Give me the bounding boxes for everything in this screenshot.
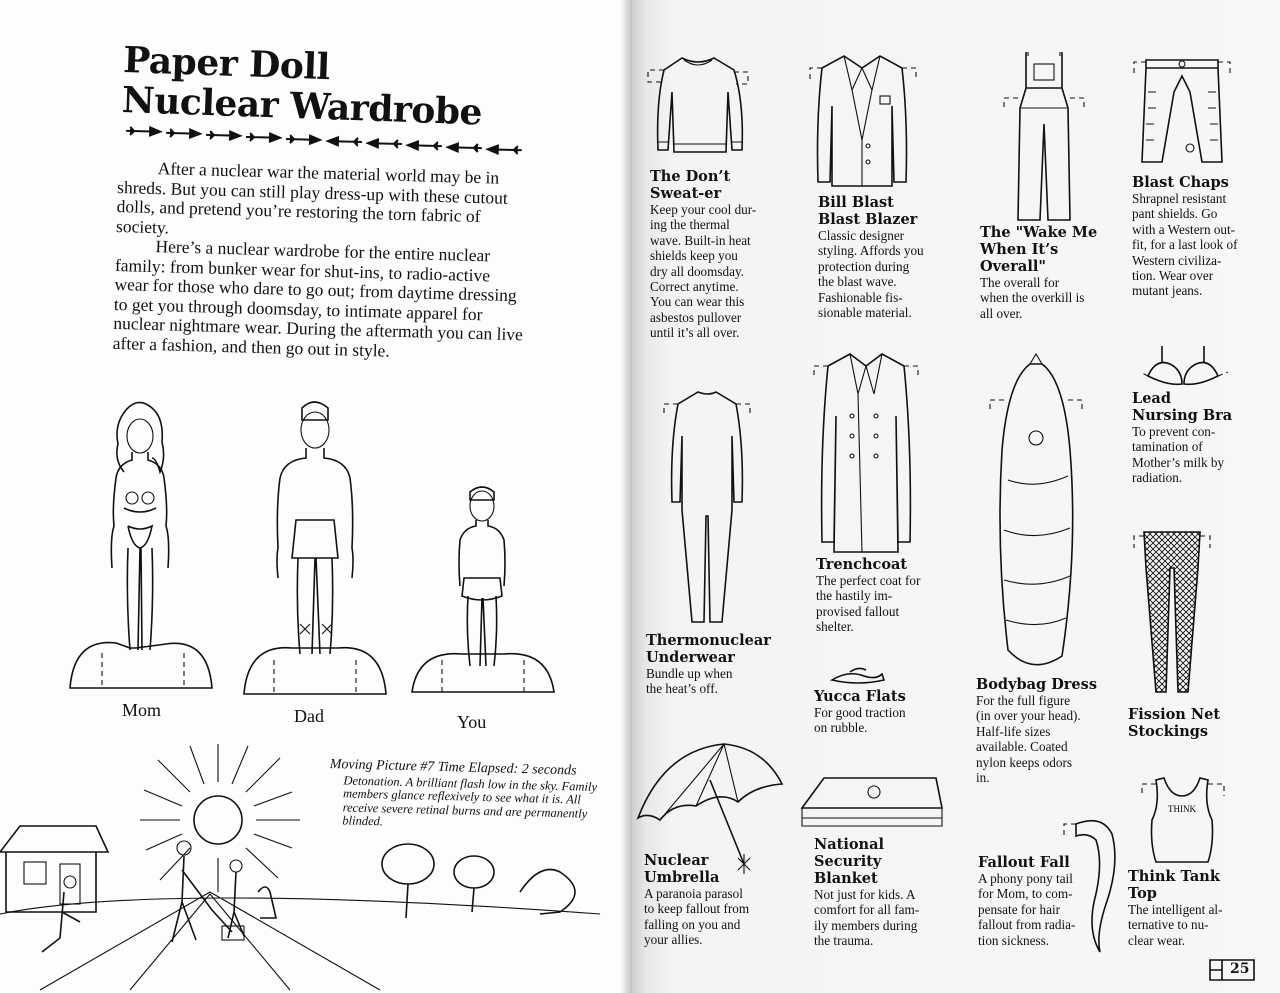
caption-heading: Moving Picture #7 Time Elapsed: 2 seconds	[329, 757, 577, 779]
trenchcoat-name: Trenchcoat	[816, 556, 908, 573]
trenchcoat-desc: The perfect coat for the hastily im- provised fallout shelter.	[816, 573, 921, 635]
sweater-desc: Keep your cool dur- ing the thermal wave. Built-in heat shields keep you dry all doomsday. Correct anytime. You can wear this asbestos pullover until it’s all over.	[650, 202, 757, 341]
tank-top-print: THINK	[1168, 804, 1196, 814]
underwear-illustration	[652, 386, 762, 630]
chaps-illustration	[1132, 52, 1232, 170]
stockings-item	[1128, 706, 1258, 740]
overall-name: The "Wake Me When It’s Overall"	[980, 224, 1098, 275]
left-page	[0, 0, 632, 993]
bra-illustration	[1140, 342, 1230, 392]
shoes-illustration	[828, 662, 888, 686]
thinktank-name: Think Tank Top	[1128, 868, 1220, 902]
dad-label: Dad	[294, 706, 324, 726]
underwear-item	[646, 632, 786, 697]
underwear-name: Thermonuclear Underwear	[646, 632, 771, 666]
dad-doll-figure	[240, 398, 390, 700]
umbrella-name: Nuclear Umbrella	[644, 852, 720, 886]
overall-item	[980, 224, 1120, 321]
blanket-illustration	[796, 774, 946, 830]
stockings-illustration	[1132, 528, 1212, 700]
sweater-name: The Don’t Sweat-er	[650, 168, 731, 202]
trenchcoat-illustration	[812, 346, 922, 556]
page-title	[121, 40, 484, 133]
yucca-name: Yucca Flats	[814, 688, 906, 705]
thinktank-desc: The intelligent al- ternative to nu- clear wear.	[1128, 902, 1223, 948]
caption-body: Detonation. A brilliant flash low in the sky. Family members glance reflexively to see what it is. All receive severe retinal burns and are permanently blinded.	[342, 772, 598, 829]
moving-picture-caption	[328, 758, 620, 835]
right-page	[632, 0, 1280, 993]
you-doll-figure	[408, 482, 558, 697]
blazer-illustration	[808, 50, 918, 190]
mom-doll-figure	[66, 398, 216, 693]
mom-label: Mom	[122, 700, 162, 720]
bodybag-desc: For the full figure (in over your head). Half-life sizes available. Coated nylon keeps odors in.	[976, 693, 1081, 786]
bra-name: Lead Nursing Bra	[1132, 390, 1233, 424]
sweater-item	[650, 168, 790, 341]
title-line-2: Nuclear Wardrobe	[121, 78, 483, 134]
blanket-name: National Security Blanket	[814, 836, 884, 887]
blazer-name: Bill Blast Blast Blazer	[818, 194, 918, 228]
page-number: 25	[1230, 961, 1250, 977]
intro-paragraph-2: Here’s a nuclear wardrobe for the entire nuclear family: from bunker wear for shut-ins, to radio-active wear for those who dare to go out; from daytime dressing to get you through doomsday, to intimate apparel for nuclear nightmare wear. During the aftermath you can live after a fashion, and then go out in style.	[112, 236, 524, 361]
blanket-item	[814, 836, 954, 949]
bodybag-item	[976, 676, 1116, 785]
bra-item	[1132, 390, 1262, 486]
umbrella-item	[644, 852, 794, 948]
chaps-name: Blast Chaps	[1132, 174, 1229, 191]
blanket-desc: Not just for kids. A comfort for all fam- ily members during the trauma.	[814, 887, 920, 949]
fallout-item	[978, 854, 1108, 948]
trenchcoat-item	[816, 556, 956, 635]
underwear-desc: Bundle up when the heat’s off.	[646, 666, 733, 697]
yucca-item	[814, 688, 954, 736]
umbrella-desc: A paranoia parasol to keep fallout from falling on you and your allies.	[644, 886, 750, 948]
fallout-desc: A phony pony tail for Mom, to com- pensate for hair fallout from radia- tion sickness.	[978, 871, 1076, 948]
chaps-desc: Shrapnel resistant pant shields. Go with a Western out- fit, for a last look of Western civiliza- tion. Wear over mutant jeans.	[1132, 191, 1238, 299]
intro-text	[113, 158, 530, 364]
overall-desc: The overall for when the overkill is all over.	[980, 275, 1085, 321]
bra-desc: To prevent con- tamination of Mother’s milk by radiation.	[1132, 424, 1225, 486]
you-label: You	[457, 712, 487, 732]
blazer-item	[818, 194, 958, 320]
fallout-name: Fallout Fall	[978, 854, 1070, 871]
title-line-1: Paper Doll	[122, 39, 331, 89]
tank-top-illustration	[1138, 774, 1228, 866]
sweater-illustration	[644, 52, 754, 164]
stockings-name: Fission Net Stockings	[1128, 706, 1221, 740]
thinktank-item	[1128, 868, 1258, 948]
chaps-item	[1132, 174, 1262, 299]
bodybag-name: Bodybag Dress	[976, 676, 1097, 693]
blazer-desc: Classic designer styling. Affords you protection during the blast wave. Fashionable fis- sionable material.	[818, 228, 924, 321]
bodybag-illustration	[982, 350, 1092, 676]
yucca-desc: For good traction on rubble.	[814, 705, 906, 736]
overall-illustration	[1000, 48, 1090, 224]
intro-paragraph-1: After a nuclear war the material world may be in shreds. But you can still play dress-up with these cutout dolls, and pretend you’re restoring the torn fabric of society.	[115, 158, 509, 237]
page-number-tab	[1208, 958, 1258, 982]
